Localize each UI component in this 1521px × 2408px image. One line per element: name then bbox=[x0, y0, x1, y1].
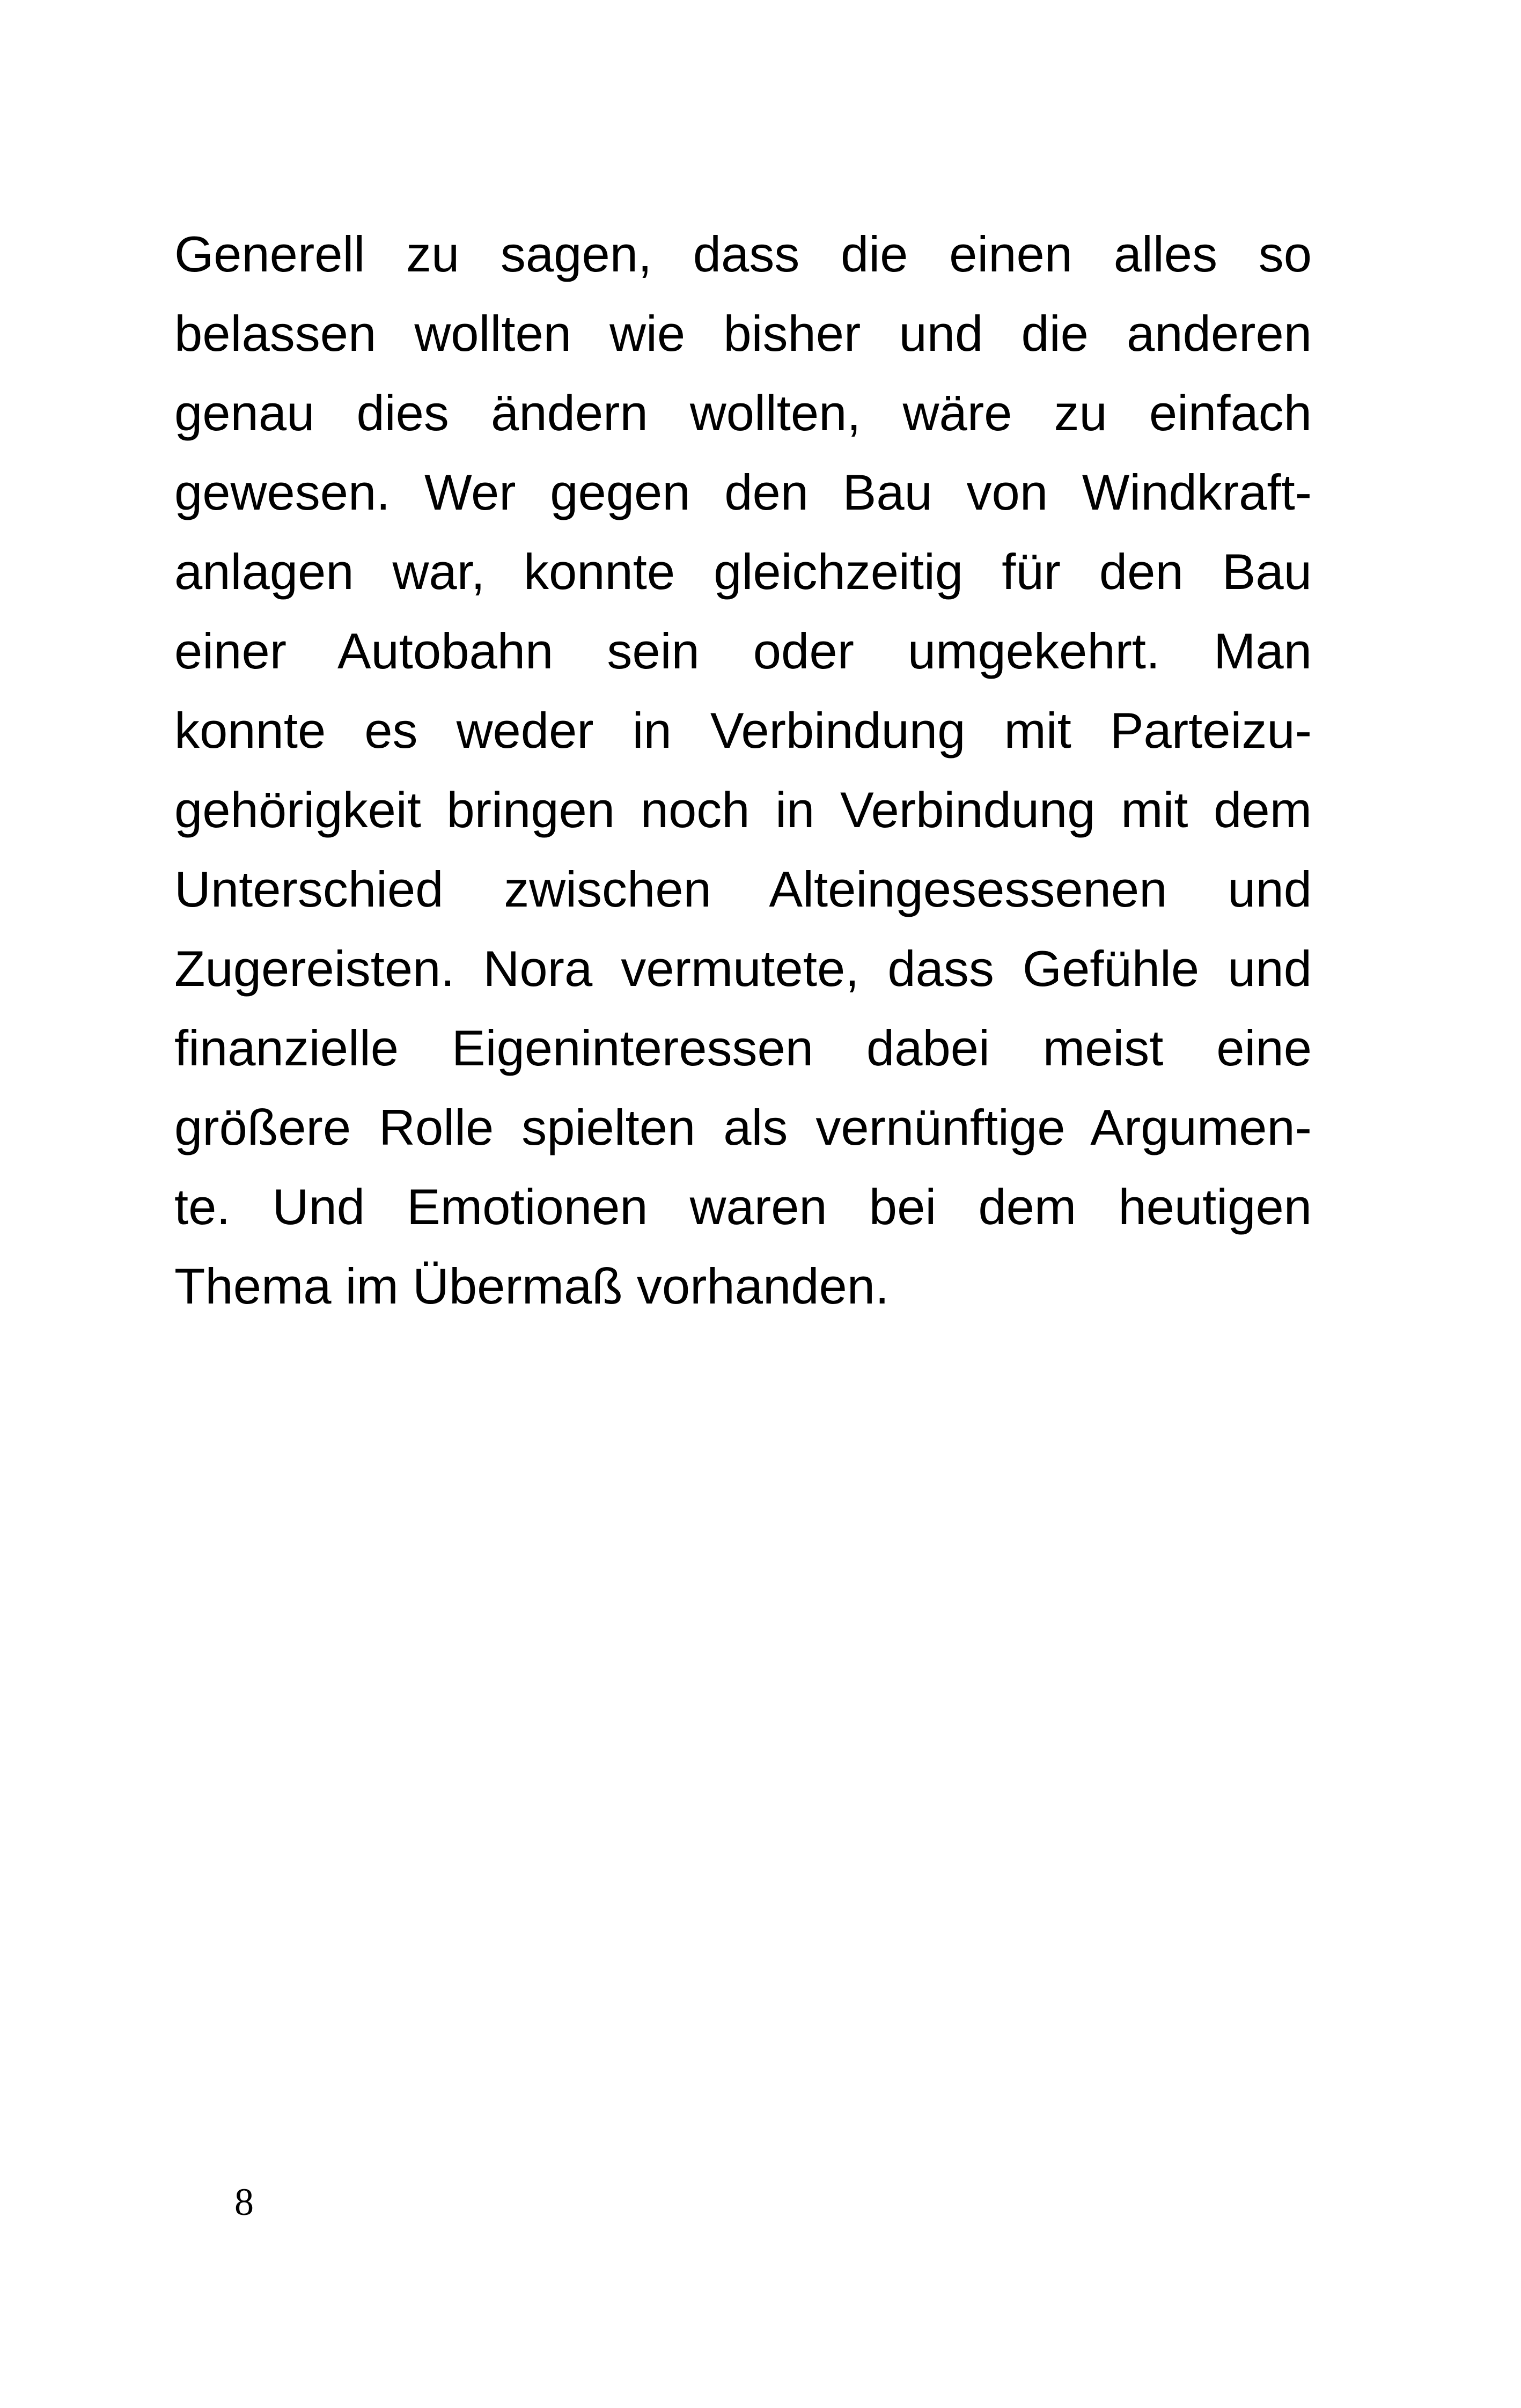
text-line: gewesen. Wer gegen den Bau von Windkraft- bbox=[174, 464, 1312, 520]
text-line: te. Und Emotionen waren bei dem heutigen bbox=[174, 1179, 1312, 1235]
text-line: einer Autobahn sein oder umgekehrt. Man bbox=[174, 623, 1312, 679]
text-line: genau dies ändern wollten, wäre zu einfach bbox=[174, 385, 1312, 441]
text-line: anlagen war, konnte gleichzeitig für den Bau bbox=[174, 543, 1312, 600]
body-paragraph bbox=[174, 215, 1312, 1326]
text-line: Thema im Übermaß vorhanden. bbox=[174, 1258, 890, 1314]
text-line: finanzielle Eigeninteressen dabei meist eine bbox=[174, 1020, 1312, 1076]
text-line: Unterschied zwischen Alteingesessenen und bbox=[174, 861, 1312, 917]
text-line: belassen wollten wie bisher und die anderen bbox=[174, 305, 1312, 362]
text-line: Generell zu sagen, dass die einen alles so bbox=[174, 226, 1312, 282]
text-line: größere Rolle spielten als vernünftige Argumen- bbox=[174, 1099, 1312, 1155]
text-line: konnte es weder in Verbindung mit Parteizu- bbox=[174, 702, 1312, 759]
text-line: gehörigkeit bringen noch in Verbindung mit dem bbox=[174, 782, 1312, 838]
text-line: Zugereisten. Nora vermutete, dass Gefühle und bbox=[174, 940, 1312, 997]
page-number: 8 bbox=[234, 2181, 254, 2223]
